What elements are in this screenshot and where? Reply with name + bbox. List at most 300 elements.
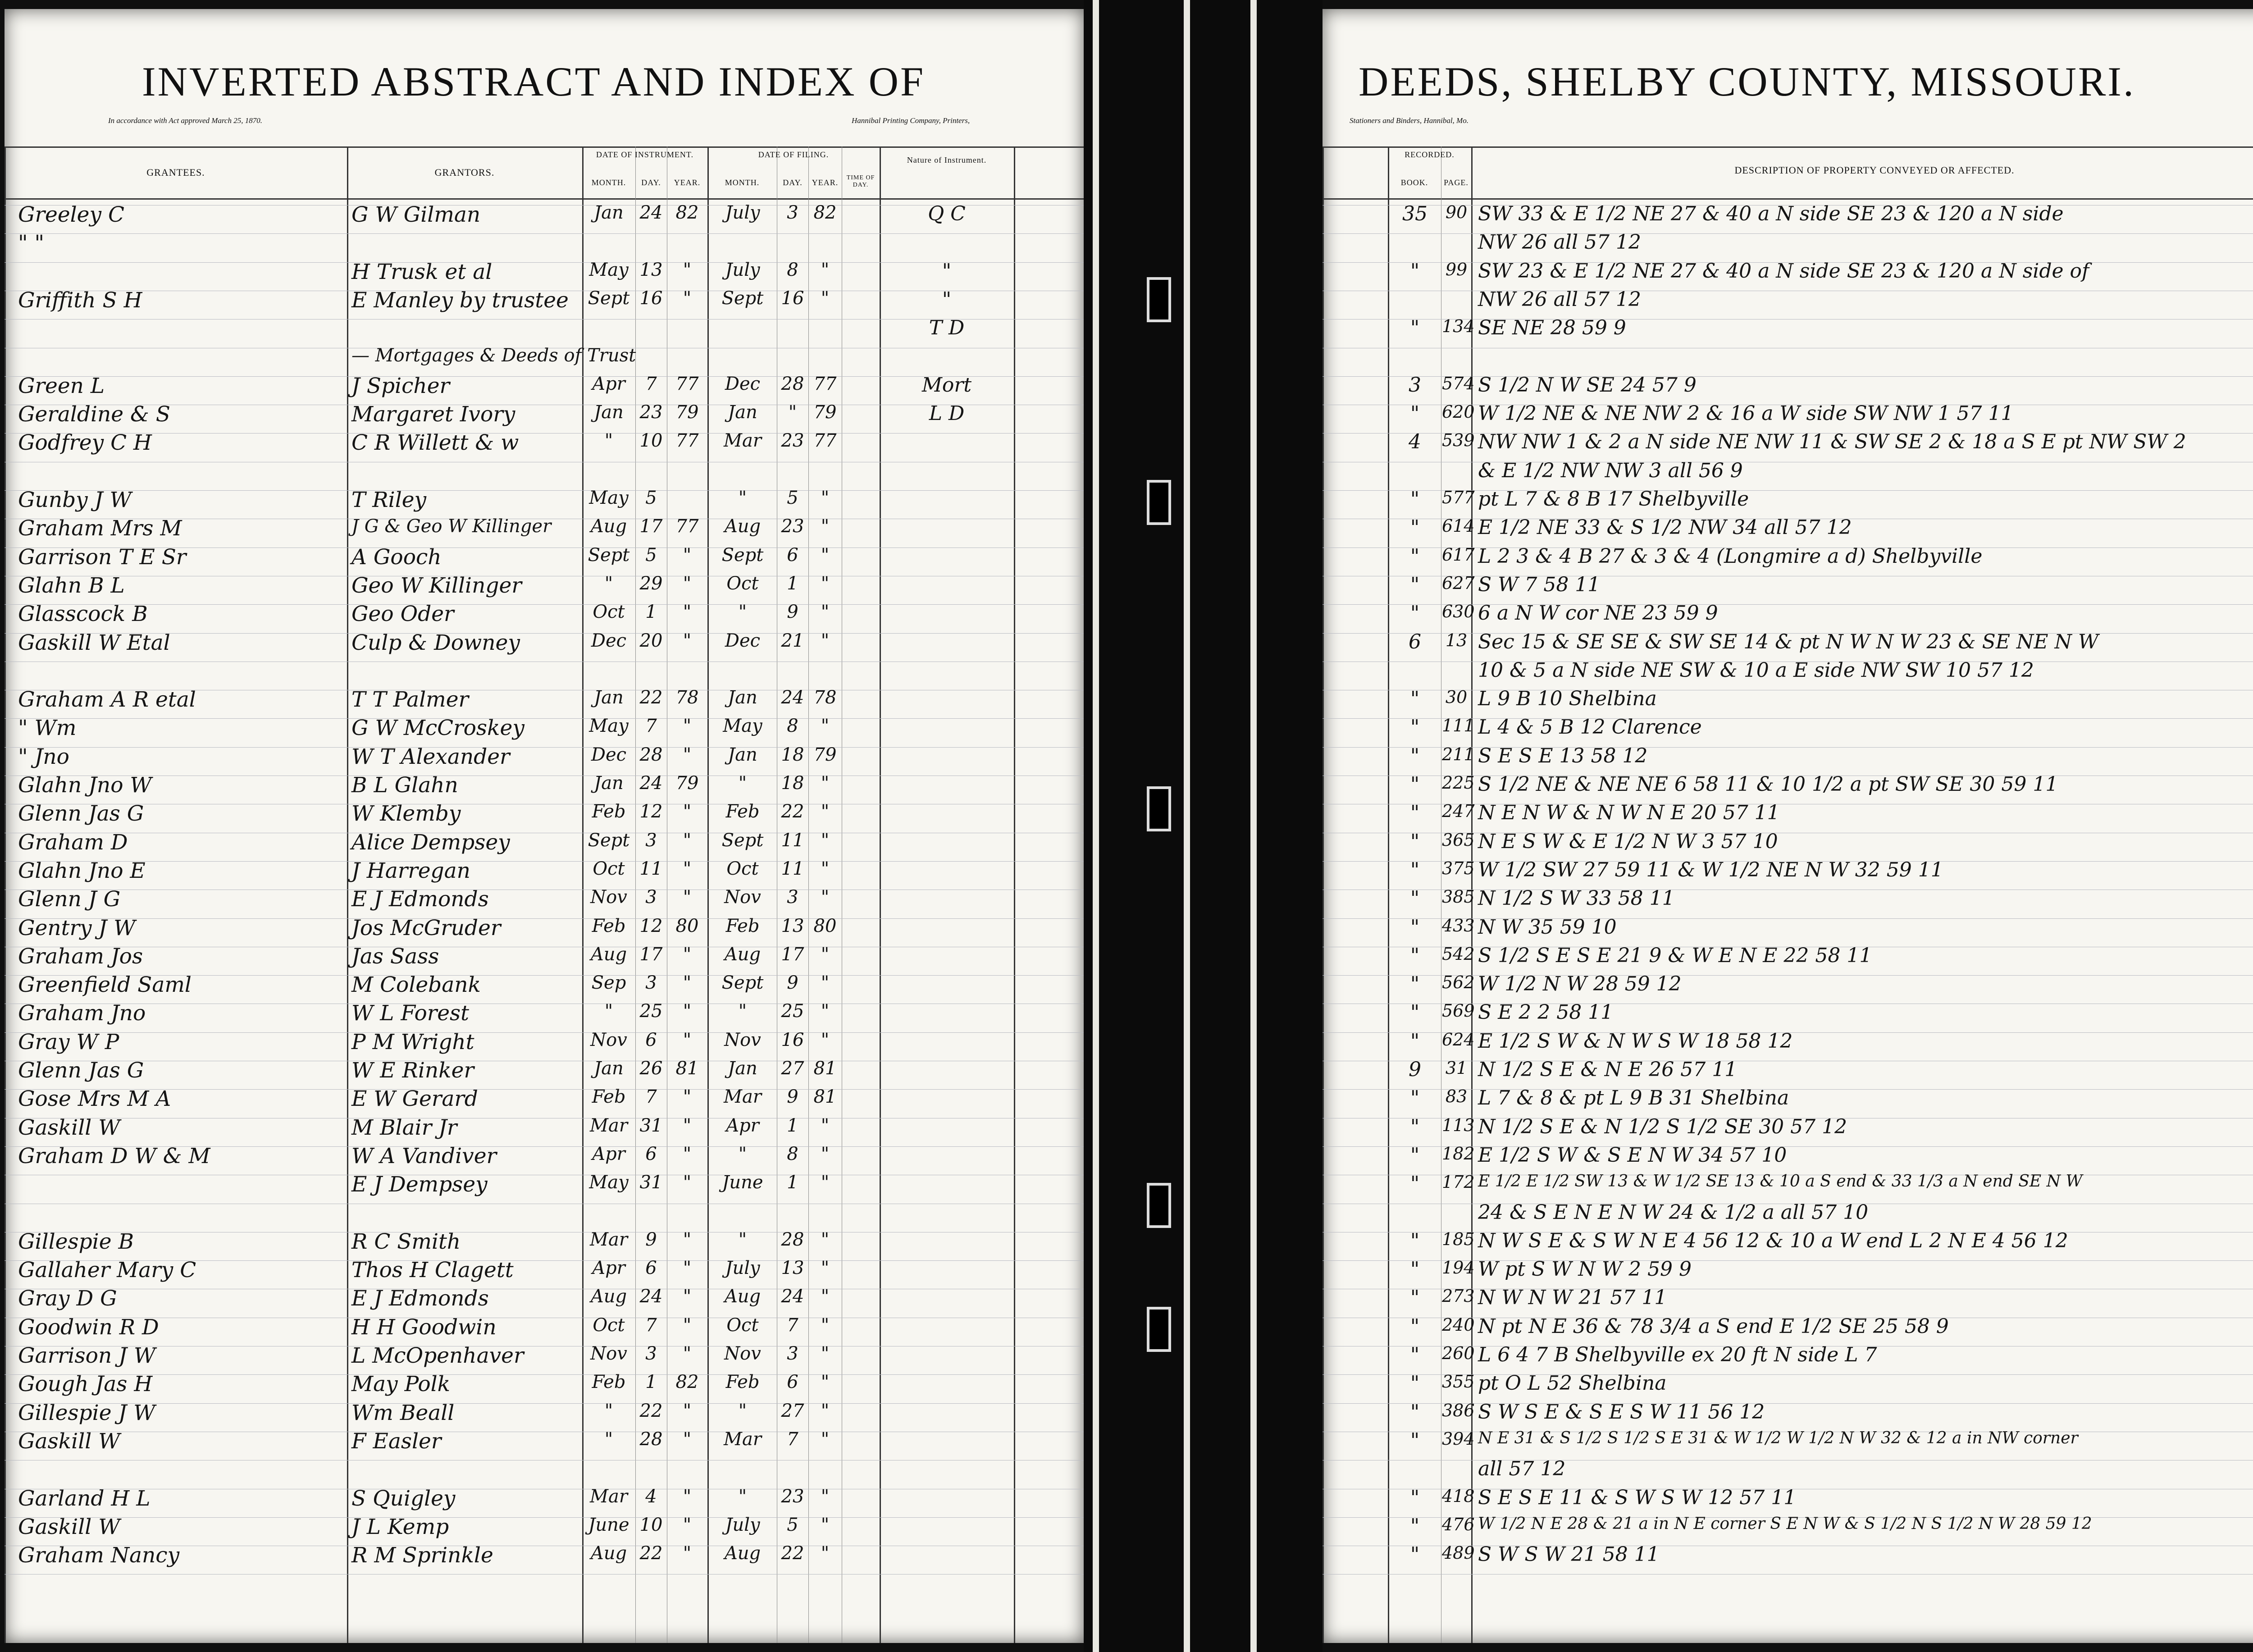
filing-year-cell: 79 xyxy=(813,744,837,765)
instrument-day-cell: 3 xyxy=(645,1343,657,1364)
instrument-year-cell: " xyxy=(683,1001,692,1022)
page-cell: 542 xyxy=(1442,944,1475,964)
instrument-month-cell: Sept xyxy=(588,288,630,309)
book-cell: " xyxy=(1410,830,1420,853)
instrument-year-cell: " xyxy=(683,1428,692,1450)
header-description: DESCRIPTION OF PROPERTY CONVEYED OR AFFECTED. xyxy=(1734,164,2015,176)
grantee-cell: Gentry J W xyxy=(18,915,136,940)
instrument-day-cell: 24 xyxy=(639,1286,663,1307)
instrument-month-cell: Nov xyxy=(590,1343,627,1364)
book-cell: 35 xyxy=(1402,202,1428,225)
filing-year-cell: 79 xyxy=(813,402,837,423)
grantor-cell: T Riley xyxy=(351,488,427,512)
book-cell: " xyxy=(1410,488,1420,511)
instrument-month-cell: Aug xyxy=(590,1286,627,1307)
filing-year-cell: " xyxy=(821,858,830,879)
description-cell: E 1/2 E 1/2 SW 13 & W 1/2 SE 13 & 10 a S end & 33 1/3 a N end SE N W xyxy=(1478,1172,2083,1191)
nature-cell: L D xyxy=(929,402,965,425)
page-cell: 433 xyxy=(1442,915,1475,936)
grantee-cell: Gaskill W xyxy=(18,1428,120,1454)
instrument-year-cell: " xyxy=(683,801,692,822)
filing-day-cell: 13 xyxy=(781,1258,804,1279)
instrument-month-cell: May xyxy=(589,259,629,280)
instrument-year-cell: 79 xyxy=(675,402,699,423)
filing-month-cell: Dec xyxy=(725,630,761,651)
instrument-year-cell: " xyxy=(683,1343,692,1364)
page-cell: 476 xyxy=(1442,1514,1475,1534)
grantor-cell: W A Vandiver xyxy=(351,1143,497,1168)
filing-month-cell: Oct xyxy=(726,573,759,594)
book-cell: " xyxy=(1410,573,1420,596)
filing-year-cell: " xyxy=(821,1486,830,1507)
book-cell: " xyxy=(1410,1086,1420,1110)
instrument-month-cell: Nov xyxy=(590,887,627,908)
description-cell: S E S E 11 & S W S W 12 57 11 xyxy=(1478,1486,1797,1509)
instrument-year-cell: " xyxy=(683,830,692,851)
filing-day-cell: 16 xyxy=(781,288,804,309)
nature-cell: " xyxy=(942,259,952,283)
grantor-cell: S Quigley xyxy=(351,1486,456,1511)
filing-day-cell: 24 xyxy=(781,687,804,708)
filing-day-cell: " xyxy=(788,402,797,423)
filing-year-cell: " xyxy=(821,801,830,822)
description-cell: NW 26 all 57 12 xyxy=(1478,288,1642,311)
description-cell: NW 26 all 57 12 xyxy=(1478,231,1642,254)
filing-month-cell: Oct xyxy=(726,1314,759,1336)
filing-day-cell: 27 xyxy=(781,1058,804,1079)
grantee-cell: Graham A R etal xyxy=(18,687,196,712)
book-cell: " xyxy=(1410,887,1420,910)
nature-cell: Mort xyxy=(921,373,972,397)
binding-gutter xyxy=(1084,0,1323,1652)
grantee-cell: Gaskill W xyxy=(18,1514,120,1539)
description-cell: 24 & S E N E N W 24 & 1/2 a all 57 10 xyxy=(1478,1200,1869,1224)
page-cell: 13 xyxy=(1445,630,1468,650)
book-cell: " xyxy=(1410,1001,1420,1024)
grantee-cell: Glahn Jno E xyxy=(18,858,146,883)
right-page-title: DEEDS, SHELBY COUNTY, MISSOURI. xyxy=(1359,59,2135,105)
filing-month-cell: Sept xyxy=(721,288,764,309)
book-cell: " xyxy=(1410,1286,1420,1310)
book-cell: " xyxy=(1410,716,1420,739)
instrument-month-cell: " xyxy=(604,430,613,452)
header-date-filing: DATE OF FILING. xyxy=(758,150,829,159)
description-cell: L 2 3 & 4 B 27 & 3 & 4 (Longmire a d) Shelbyville xyxy=(1478,544,1983,568)
description-cell: NW NW 1 & 2 a N side NE NW 11 & SW SE 2 & 18 a S E pt NW SW 2 xyxy=(1478,430,2186,454)
grantee-cell: Greenfield Saml xyxy=(18,972,192,998)
book-cell: " xyxy=(1410,1172,1420,1196)
grantee-cell: Glahn Jno W xyxy=(18,773,152,798)
grantor-cell: W L Forest xyxy=(351,1001,470,1026)
header-grantors: GRANTORS. xyxy=(434,167,495,178)
instrument-day-cell: 20 xyxy=(639,630,663,651)
instrument-day-cell: 25 xyxy=(639,1001,663,1022)
grantee-cell: Glenn J G xyxy=(18,887,121,912)
filing-month-cell: July xyxy=(725,1258,760,1279)
grantee-cell: " Jno xyxy=(18,744,69,769)
description-cell: N W N W 21 57 11 xyxy=(1478,1286,1667,1310)
grantee-cell: Gose Mrs M A xyxy=(18,1086,171,1112)
instrument-month-cell: May xyxy=(589,488,629,508)
book-cell: " xyxy=(1410,744,1420,767)
filing-month-cell: July xyxy=(725,1514,760,1535)
instrument-year-cell: " xyxy=(683,1229,692,1250)
grantee-cell: Gillespie B xyxy=(18,1229,134,1254)
right-imprint-stationers: Stationers and Binders, Hannibal, Mo. xyxy=(1350,116,1469,125)
grantee-cell: Griffith S H xyxy=(18,288,142,313)
filing-day-cell: 23 xyxy=(781,1486,804,1507)
description-cell: SW 23 & E 1/2 NE 27 & 40 a N side SE 23 & 120 a N side of xyxy=(1478,259,2089,283)
book-cell: " xyxy=(1410,602,1420,625)
instrument-day-cell: 13 xyxy=(639,259,663,280)
filing-year-cell: " xyxy=(821,602,830,623)
filing-day-cell: 23 xyxy=(781,430,804,452)
filing-day-cell: 11 xyxy=(781,830,804,851)
instrument-year-cell: " xyxy=(683,1143,692,1164)
grantee-cell: Greeley C xyxy=(18,202,124,227)
filing-year-cell: " xyxy=(821,1372,830,1393)
instrument-day-cell: 29 xyxy=(639,573,663,594)
book-cell: " xyxy=(1410,259,1420,283)
left-page-title: INVERTED ABSTRACT AND INDEX OF xyxy=(142,59,926,105)
instrument-month-cell: Nov xyxy=(590,1029,627,1050)
filing-month-cell: Sept xyxy=(721,544,764,566)
grantor-cell: Wm Beall xyxy=(351,1400,455,1425)
description-cell: Sec 15 & SE SE & SW SE 14 & pt N W N W 23 & SE NE N W xyxy=(1478,630,2099,653)
page-cell: 574 xyxy=(1442,373,1475,393)
description-cell: S 1/2 NE & NE NE 6 58 11 & 10 1/2 a pt SW SE 30 59 11 xyxy=(1478,773,2058,796)
filing-month-cell: Jan xyxy=(728,744,757,765)
left-ledger-grid xyxy=(5,146,1084,1643)
grantor-cell: J L Kemp xyxy=(351,1514,449,1539)
filing-year-cell: " xyxy=(821,830,830,851)
grantor-cell: F Easler xyxy=(351,1428,442,1454)
instrument-year-cell: " xyxy=(683,544,692,566)
description-cell: N E N W & N W N E 20 57 11 xyxy=(1478,801,1780,825)
header-instr-day: DAY. xyxy=(641,178,661,187)
filing-day-cell: 8 xyxy=(787,716,798,737)
filing-year-cell: " xyxy=(821,1172,830,1193)
grantor-cell: M Colebank xyxy=(351,972,481,998)
instrument-day-cell: 10 xyxy=(639,1514,663,1535)
page-cell: 225 xyxy=(1442,773,1475,793)
instrument-month-cell: Aug xyxy=(590,944,627,965)
instrument-year-cell: " xyxy=(683,887,692,908)
filing-month-cell: " xyxy=(738,602,747,623)
instrument-day-cell: 1 xyxy=(645,1372,657,1393)
header-page: PAGE. xyxy=(1444,178,1469,187)
instrument-month-cell: Apr xyxy=(592,1143,625,1164)
instrument-day-cell: 24 xyxy=(639,202,663,223)
filing-day-cell: 22 xyxy=(781,1543,804,1564)
page-cell: 365 xyxy=(1442,830,1475,850)
page-cell: 182 xyxy=(1442,1143,1475,1164)
instrument-year-cell: 80 xyxy=(675,915,699,936)
book-cell: 9 xyxy=(1409,1058,1421,1081)
instrument-day-cell: 6 xyxy=(645,1029,657,1050)
instrument-month-cell: Jan xyxy=(594,1058,624,1079)
filing-month-cell: " xyxy=(738,1143,747,1164)
filing-year-cell: " xyxy=(821,1229,830,1250)
book-cell: 4 xyxy=(1409,430,1421,454)
filing-year-cell: 82 xyxy=(813,202,837,223)
instrument-month-cell: Feb xyxy=(592,801,626,822)
filing-year-cell: 77 xyxy=(813,430,837,452)
filing-month-cell: July xyxy=(725,202,760,223)
filing-day-cell: 7 xyxy=(787,1428,798,1450)
instrument-year-cell: " xyxy=(683,1400,692,1421)
nature-cell: Q C xyxy=(928,202,966,225)
filing-year-cell: " xyxy=(821,630,830,651)
instrument-year-cell: " xyxy=(683,1543,692,1564)
filing-month-cell: Feb xyxy=(725,1372,760,1393)
filing-month-cell: Nov xyxy=(724,1343,761,1364)
filing-month-cell: Nov xyxy=(724,1029,761,1050)
filing-year-cell: 81 xyxy=(813,1086,837,1108)
instrument-year-cell: " xyxy=(683,1286,692,1307)
instrument-day-cell: 7 xyxy=(645,373,657,394)
grantor-cell: Margaret Ivory xyxy=(351,402,515,427)
grantor-cell: E J Edmonds xyxy=(351,1286,489,1311)
grantor-cell: B L Glahn xyxy=(351,773,458,798)
instrument-day-cell: 31 xyxy=(639,1172,663,1193)
instrument-year-cell: " xyxy=(683,1514,692,1535)
instrument-day-cell: 9 xyxy=(645,1229,657,1250)
instrument-year-cell: " xyxy=(683,944,692,965)
grantee-cell: Green L xyxy=(18,373,105,398)
nature-cell: " xyxy=(942,288,952,311)
instrument-day-cell: 5 xyxy=(645,488,657,508)
grantee-cell: Graham Mrs M xyxy=(18,516,182,541)
book-cell: " xyxy=(1410,773,1420,796)
grantee-cell: Geraldine & S xyxy=(18,402,170,427)
filing-day-cell: 28 xyxy=(781,1229,804,1250)
filing-month-cell: Jan xyxy=(728,1058,757,1079)
instrument-month-cell: " xyxy=(604,573,613,594)
filing-year-cell: " xyxy=(821,1029,830,1050)
grantor-cell: M Blair Jr xyxy=(351,1115,457,1140)
instrument-month-cell: " xyxy=(604,1400,613,1421)
instrument-day-cell: 12 xyxy=(639,915,663,936)
grantor-cell: L McOpenhaver xyxy=(351,1343,524,1368)
filing-day-cell: 7 xyxy=(787,1314,798,1336)
grantee-cell: Gunby J W xyxy=(18,488,132,512)
instrument-month-cell: Jan xyxy=(594,687,624,708)
instrument-year-cell: " xyxy=(683,1029,692,1050)
book-cell: " xyxy=(1410,1372,1420,1395)
grantee-cell: Garrison T E Sr xyxy=(18,544,187,570)
instrument-year-cell: " xyxy=(683,744,692,765)
description-cell: N 1/2 S E & N 1/2 S 1/2 SE 30 57 12 xyxy=(1478,1115,1847,1138)
grantor-cell: May Polk xyxy=(351,1372,451,1397)
grantee-cell: Glenn Jas G xyxy=(18,801,144,826)
page-cell: 385 xyxy=(1442,887,1475,907)
filing-day-cell: 9 xyxy=(787,602,798,623)
instrument-year-cell: " xyxy=(683,1172,692,1193)
page-cell: 617 xyxy=(1442,544,1475,565)
instrument-day-cell: 31 xyxy=(639,1115,663,1136)
book-cell: " xyxy=(1410,516,1420,539)
grantor-cell: G W McCroskey xyxy=(351,716,524,741)
instrument-day-cell: 28 xyxy=(639,1428,663,1450)
page-cell: 247 xyxy=(1442,801,1475,821)
instrument-month-cell: Mar xyxy=(590,1486,628,1507)
filing-day-cell: 27 xyxy=(781,1400,804,1421)
instrument-day-cell: 7 xyxy=(645,716,657,737)
instrument-day-cell: 22 xyxy=(639,1400,663,1421)
page-cell: 418 xyxy=(1442,1486,1475,1506)
book-cell: " xyxy=(1410,316,1420,340)
filing-year-cell: " xyxy=(821,1115,830,1136)
instrument-year-cell: 78 xyxy=(675,687,699,708)
description-cell: pt L 7 & 8 B 17 Shelbyville xyxy=(1478,488,1749,511)
instrument-day-cell: 3 xyxy=(645,887,657,908)
filing-day-cell: 16 xyxy=(781,1029,804,1050)
instrument-month-cell: Mar xyxy=(590,1115,628,1136)
description-cell: S 1/2 N W SE 24 57 9 xyxy=(1478,373,1697,397)
grantor-cell: Thos H Clagett xyxy=(351,1258,514,1283)
filing-year-cell: " xyxy=(821,972,830,994)
page-cell: 489 xyxy=(1442,1543,1475,1563)
description-cell: S 1/2 S E S E 21 9 & W E N E 22 58 11 xyxy=(1478,944,1872,967)
instrument-month-cell: Sept xyxy=(588,830,630,851)
description-cell: W pt S W N W 2 59 9 xyxy=(1478,1258,1692,1281)
instrument-month-cell: Jan xyxy=(594,773,624,794)
book-cell: " xyxy=(1410,1343,1420,1366)
page-cell: 627 xyxy=(1442,573,1475,593)
filing-month-cell: " xyxy=(738,488,747,508)
filing-year-cell: " xyxy=(821,1543,830,1564)
grantor-cell: E Manley by trustee xyxy=(351,288,569,313)
page-cell: 624 xyxy=(1442,1029,1475,1050)
description-cell: all 57 12 xyxy=(1478,1457,1566,1481)
grantor-cell: — Mortgages & Deeds of Trust xyxy=(351,345,636,366)
filing-year-cell: " xyxy=(821,259,830,280)
filing-year-cell: " xyxy=(821,1258,830,1279)
instrument-year-cell: " xyxy=(683,1258,692,1279)
grantor-cell: C R Willett & w xyxy=(351,430,519,456)
filing-month-cell: Jan xyxy=(728,687,757,708)
grantor-cell: Jos McGruder xyxy=(351,915,501,940)
description-cell: S W 7 58 11 xyxy=(1478,573,1601,596)
book-cell: " xyxy=(1410,1428,1420,1452)
instrument-year-cell: 77 xyxy=(675,516,699,537)
book-cell: " xyxy=(1410,801,1420,825)
grantee-cell: Gray W P xyxy=(18,1029,119,1054)
instrument-month-cell: Sept xyxy=(588,544,630,566)
book-cell: " xyxy=(1410,972,1420,996)
filing-day-cell: 22 xyxy=(781,801,804,822)
description-cell: L 7 & 8 & pt L 9 B 31 Shelbina xyxy=(1478,1086,1789,1110)
filing-month-cell: Mar xyxy=(724,430,762,452)
instrument-month-cell: " xyxy=(604,1001,613,1022)
filing-day-cell: 23 xyxy=(781,516,804,537)
filing-year-cell: " xyxy=(821,516,830,537)
filing-month-cell: Aug xyxy=(724,944,761,965)
filing-month-cell: Aug xyxy=(724,516,761,537)
instrument-day-cell: 6 xyxy=(645,1258,657,1279)
grantee-cell: Goodwin R D xyxy=(18,1314,159,1340)
book-cell: " xyxy=(1410,544,1420,568)
description-cell: 6 a N W cor NE 23 59 9 xyxy=(1478,602,1718,625)
grantor-cell: Alice Dempsey xyxy=(351,830,510,855)
page-cell: 273 xyxy=(1442,1286,1475,1306)
page-cell: 355 xyxy=(1442,1372,1475,1392)
instrument-day-cell: 17 xyxy=(639,944,663,965)
instrument-year-cell: " xyxy=(683,602,692,623)
filing-day-cell: 8 xyxy=(787,259,798,280)
book-cell: " xyxy=(1410,1400,1420,1424)
page-cell: 211 xyxy=(1442,744,1475,764)
filing-day-cell: 3 xyxy=(787,202,798,223)
instrument-day-cell: 22 xyxy=(639,687,663,708)
page-cell: 31 xyxy=(1445,1058,1468,1078)
filing-month-cell: " xyxy=(738,1001,747,1022)
book-cell: " xyxy=(1410,944,1420,967)
instrument-day-cell: 12 xyxy=(639,801,663,822)
filing-day-cell: 18 xyxy=(781,773,804,794)
page-cell: 386 xyxy=(1442,1400,1475,1420)
description-cell: pt O L 52 Shelbina xyxy=(1478,1372,1667,1395)
instrument-day-cell: 3 xyxy=(645,830,657,851)
instrument-month-cell: Dec xyxy=(591,630,627,651)
filing-day-cell: 5 xyxy=(787,1514,798,1535)
instrument-month-cell: Feb xyxy=(592,1372,626,1393)
filing-day-cell: 17 xyxy=(781,944,804,965)
description-cell: E 1/2 S W & S E N W 34 57 10 xyxy=(1478,1143,1787,1167)
description-cell: N W 35 59 10 xyxy=(1478,915,1617,939)
grantee-cell: Graham D xyxy=(18,830,128,855)
filing-year-cell: " xyxy=(821,1314,830,1336)
description-cell: N E 31 & S 1/2 S 1/2 S E 31 & W 1/2 W 1/2 N W 32 & 12 a in NW corner xyxy=(1478,1428,2078,1447)
page-cell: 620 xyxy=(1442,402,1475,422)
description-cell: SE NE 28 59 9 xyxy=(1478,316,1626,340)
filing-day-cell: 25 xyxy=(781,1001,804,1022)
instrument-month-cell: Feb xyxy=(592,915,626,936)
right-ledger-grid xyxy=(1323,146,2253,1643)
instrument-year-cell: 77 xyxy=(675,373,699,394)
book-cell: " xyxy=(1410,1143,1420,1167)
instrument-year-cell: 77 xyxy=(675,430,699,452)
instrument-month-cell: Jan xyxy=(594,402,624,423)
filing-day-cell: 11 xyxy=(781,858,804,879)
instrument-year-cell: " xyxy=(683,716,692,737)
instrument-month-cell: Apr xyxy=(592,373,625,394)
instrument-month-cell: June xyxy=(588,1514,629,1535)
description-cell: L 9 B 10 Shelbina xyxy=(1478,687,1657,711)
filing-month-cell: Jan xyxy=(728,402,757,423)
filing-month-cell: " xyxy=(738,1229,747,1250)
header-instr-month: MONTH. xyxy=(591,178,626,187)
instrument-year-cell: " xyxy=(683,1115,692,1136)
instrument-month-cell: May xyxy=(589,716,629,737)
header-grantees: GRANTEES. xyxy=(146,167,205,178)
page-cell: 577 xyxy=(1442,488,1475,507)
instrument-year-cell: " xyxy=(683,972,692,994)
filing-year-cell: 78 xyxy=(813,687,837,708)
grantee-cell: Godfrey C H xyxy=(18,430,152,456)
filing-year-cell: " xyxy=(821,544,830,566)
grantee-cell: Glasscock B xyxy=(18,602,148,627)
grantor-cell: T T Palmer xyxy=(351,687,469,712)
grantor-cell: A Gooch xyxy=(351,544,442,570)
grantor-cell: H H Goodwin xyxy=(351,1314,497,1340)
description-cell: W 1/2 NE & NE NW 2 & 16 a W side SW NW 1 57 11 xyxy=(1478,402,2014,425)
grantee-cell: Gillespie J W xyxy=(18,1400,155,1425)
description-cell: L 6 4 7 B Shelbyville ex 20 ft N side L 7 xyxy=(1478,1343,1877,1366)
filing-day-cell: 6 xyxy=(787,544,798,566)
instrument-year-cell: 79 xyxy=(675,773,699,794)
